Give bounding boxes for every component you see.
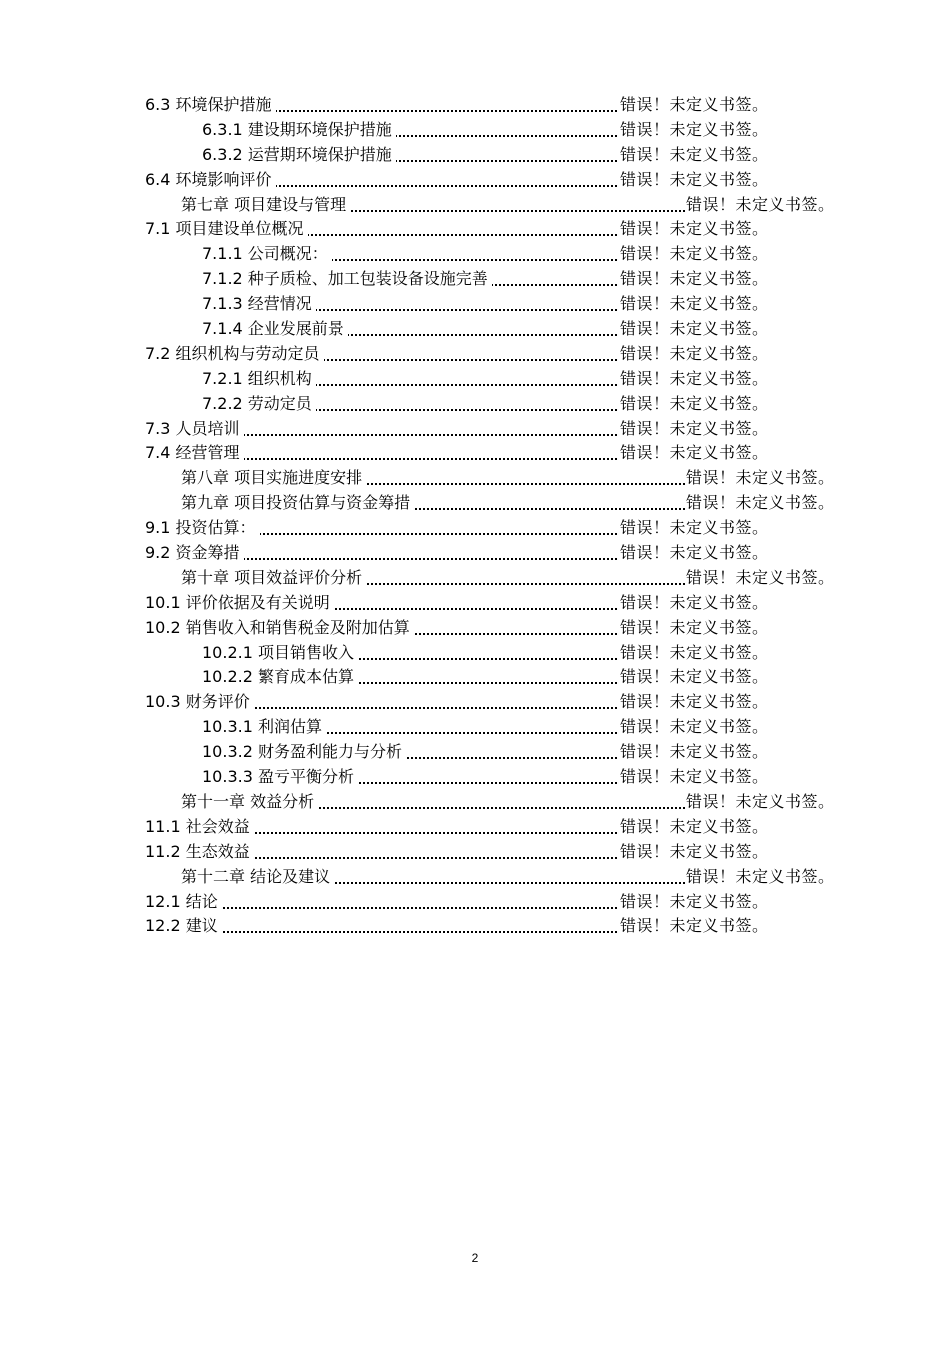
toc-entry[interactable] xyxy=(0,815,950,840)
toc-entry-page-ref: 错误！未定义书签。 xyxy=(620,144,769,164)
toc-entry[interactable] xyxy=(0,118,950,143)
toc-entry[interactable] xyxy=(0,93,950,118)
toc-entry-title: 11.1 社会效益 xyxy=(145,815,254,840)
toc-entry-page-ref: 错误！未定义书签。 xyxy=(620,368,769,388)
toc-entry[interactable] xyxy=(0,267,950,292)
toc-entry-title: 7.1 项目建设单位概况 xyxy=(145,217,308,242)
toc-entry-title: 10.3.3 盈亏平衡分析 xyxy=(202,765,358,790)
toc-entry[interactable] xyxy=(0,591,950,616)
toc-entry-page-ref: 错误！未定义书签。 xyxy=(620,244,769,264)
toc-entry-page-ref: 错误！未定义书签。 xyxy=(620,319,769,339)
toc-entry-page-ref: 错误！未定义书签。 xyxy=(620,617,769,637)
toc-entry[interactable] xyxy=(0,516,950,541)
toc-entry[interactable] xyxy=(0,641,950,666)
toc-entry[interactable] xyxy=(0,367,950,392)
toc-entry-page-ref: 错误！未定义书签。 xyxy=(620,418,769,438)
toc-dot-leader xyxy=(200,432,617,436)
toc-entry-page-ref: 错误！未定义书签。 xyxy=(620,891,769,911)
toc-entry-title: 7.2.2 劳动定员 xyxy=(202,392,316,417)
toc-entry-page-ref: 错误！未定义书签。 xyxy=(620,667,769,687)
page-number: 2 xyxy=(471,1251,479,1265)
toc-entry-page-ref: 错误！未定义书签。 xyxy=(620,592,769,612)
toc-entry-title: 11.2 生态效益 xyxy=(145,840,254,865)
toc-entry-title: 10.3.1 利润估算 xyxy=(202,715,326,740)
toc-entry-page-ref: 错误！未定义书签。 xyxy=(620,916,769,936)
toc-entry[interactable] xyxy=(0,193,950,218)
toc-entry[interactable] xyxy=(0,740,950,765)
toc-entry-page-ref: 错误！未定义书签。 xyxy=(620,816,769,836)
toc-entry-page-ref: 错误！未定义书签。 xyxy=(686,493,835,513)
toc-dot-leader xyxy=(200,556,617,560)
toc-entry-title: 第十章 项目效益评价分析 xyxy=(181,566,366,591)
toc-entry-page-ref: 错误！未定义书签。 xyxy=(620,841,769,861)
toc-entry-title: 9.1 投资估算： xyxy=(145,516,260,541)
toc-entry-title: 第十一章 效益分析 xyxy=(181,790,318,815)
toc-entry[interactable] xyxy=(0,914,950,939)
toc-dot-leader xyxy=(200,905,617,909)
toc-entry[interactable] xyxy=(0,417,950,442)
toc-entry-title: 6.3.2 运营期环境保护措施 xyxy=(202,143,396,168)
toc-entry[interactable] xyxy=(0,466,950,491)
toc-entry[interactable] xyxy=(0,690,950,715)
toc-entry-title: 6.3.1 建设期环境保护措施 xyxy=(202,118,396,143)
toc-entry[interactable] xyxy=(0,342,950,367)
toc-entry[interactable] xyxy=(0,491,950,516)
toc-entry-page-ref: 错误！未定义书签。 xyxy=(686,567,835,587)
toc-entry[interactable] xyxy=(0,665,950,690)
toc-entry-title: 第七章 项目建设与管理 xyxy=(181,193,350,218)
toc-entry-page-ref: 错误！未定义书签。 xyxy=(620,518,769,538)
toc-entry-title: 7.1.2 种子质检、加工包装设备设施完善 xyxy=(202,267,492,292)
toc-entry[interactable] xyxy=(0,143,950,168)
toc-entry-title: 6.4 环境影响评价 xyxy=(145,168,276,193)
toc-entry-title: 7.2.1 组织机构 xyxy=(202,367,316,392)
toc-entry-page-ref: 错误！未定义书签。 xyxy=(620,294,769,314)
toc-entry-page-ref: 错误！未定义书签。 xyxy=(620,642,769,662)
toc-dot-leader xyxy=(200,855,617,859)
toc-entry[interactable] xyxy=(0,890,950,915)
toc-entry-title: 7.1.1 公司概况： xyxy=(202,242,332,267)
toc-entry-page-ref: 错误！未定义书签。 xyxy=(620,343,769,363)
toc-entry-title: 12.2 建议 xyxy=(145,914,222,939)
toc-entry-title: 6.3 环境保护措施 xyxy=(145,93,276,118)
toc-entry[interactable] xyxy=(0,168,950,193)
toc-entry-page-ref: 错误！未定义书签。 xyxy=(620,269,769,289)
toc-entry-page-ref: 错误！未定义书签。 xyxy=(620,169,769,189)
toc-entry-title: 10.2 销售收入和销售税金及附加估算 xyxy=(145,616,414,641)
toc-entry-page-ref: 错误！未定义书签。 xyxy=(686,791,835,811)
toc-entry[interactable] xyxy=(0,217,950,242)
toc-entry[interactable] xyxy=(0,616,950,641)
toc-entry-page-ref: 错误！未定义书签。 xyxy=(620,393,769,413)
toc-entry[interactable] xyxy=(0,317,950,342)
toc-entry-page-ref: 错误！未定义书签。 xyxy=(620,767,769,787)
toc-entry[interactable] xyxy=(0,790,950,815)
toc-entry-title: 7.1.4 企业发展前景 xyxy=(202,317,348,342)
toc-entry-page-ref: 错误！未定义书签。 xyxy=(686,194,835,214)
toc-entry[interactable] xyxy=(0,541,950,566)
toc-entry-page-ref: 错误！未定义书签。 xyxy=(620,543,769,563)
toc-entry-page-ref: 错误！未定义书签。 xyxy=(620,119,769,139)
toc-entry-title: 第八章 项目实施进度安排 xyxy=(181,466,366,491)
toc-dot-leader xyxy=(200,456,617,460)
toc-entry-page-ref: 错误！未定义书签。 xyxy=(620,219,769,239)
toc-entry[interactable] xyxy=(0,441,950,466)
toc-entry-page-ref: 错误！未定义书签。 xyxy=(686,468,835,488)
toc-dot-leader xyxy=(200,531,617,535)
toc-entry-title: 9.2 资金筹措 xyxy=(145,541,244,566)
toc-dot-leader xyxy=(200,929,617,933)
toc-entry-title: 10.3.2 财务盈利能力与分析 xyxy=(202,740,406,765)
toc-entry[interactable] xyxy=(0,392,950,417)
toc-entry-title: 10.3 财务评价 xyxy=(145,690,254,715)
toc-entry[interactable] xyxy=(0,715,950,740)
toc-entry-title: 7.2 组织机构与劳动定员 xyxy=(145,342,324,367)
toc-entry-title: 10.2.2 繁育成本估算 xyxy=(202,665,358,690)
toc-entry-title: 7.1.3 经营情况 xyxy=(202,292,316,317)
toc-entry-page-ref: 错误！未定义书签。 xyxy=(620,742,769,762)
toc-entry-title: 10.1 评价依据及有关说明 xyxy=(145,591,334,616)
toc-entry-page-ref: 错误！未定义书签。 xyxy=(620,95,769,114)
toc-entry-page-ref: 错误！未定义书签。 xyxy=(620,692,769,712)
toc-entry[interactable] xyxy=(0,865,950,890)
toc-entry-title: 12.1 结论 xyxy=(145,890,222,915)
toc-entry-page-ref: 错误！未定义书签。 xyxy=(686,866,835,886)
toc-entry[interactable] xyxy=(0,242,950,267)
table-of-contents xyxy=(0,93,950,939)
toc-entry-title: 7.4 经营管理 xyxy=(145,441,244,466)
toc-entry-title: 第九章 项目投资估算与资金筹措 xyxy=(181,491,414,516)
toc-entry[interactable] xyxy=(0,292,950,317)
toc-entry-title: 10.2.1 项目销售收入 xyxy=(202,641,358,666)
toc-dot-leader xyxy=(200,830,617,834)
toc-entry-title: 第十二章 结论及建议 xyxy=(181,865,334,890)
toc-entry-page-ref: 错误！未定义书签。 xyxy=(620,443,769,463)
toc-entry-title: 7.3 人员培训 xyxy=(145,417,244,442)
toc-dot-leader xyxy=(200,705,617,709)
toc-entry[interactable] xyxy=(0,840,950,865)
toc-entry[interactable] xyxy=(0,566,950,591)
toc-entry-page-ref: 错误！未定义书签。 xyxy=(620,717,769,737)
toc-entry[interactable] xyxy=(0,765,950,790)
